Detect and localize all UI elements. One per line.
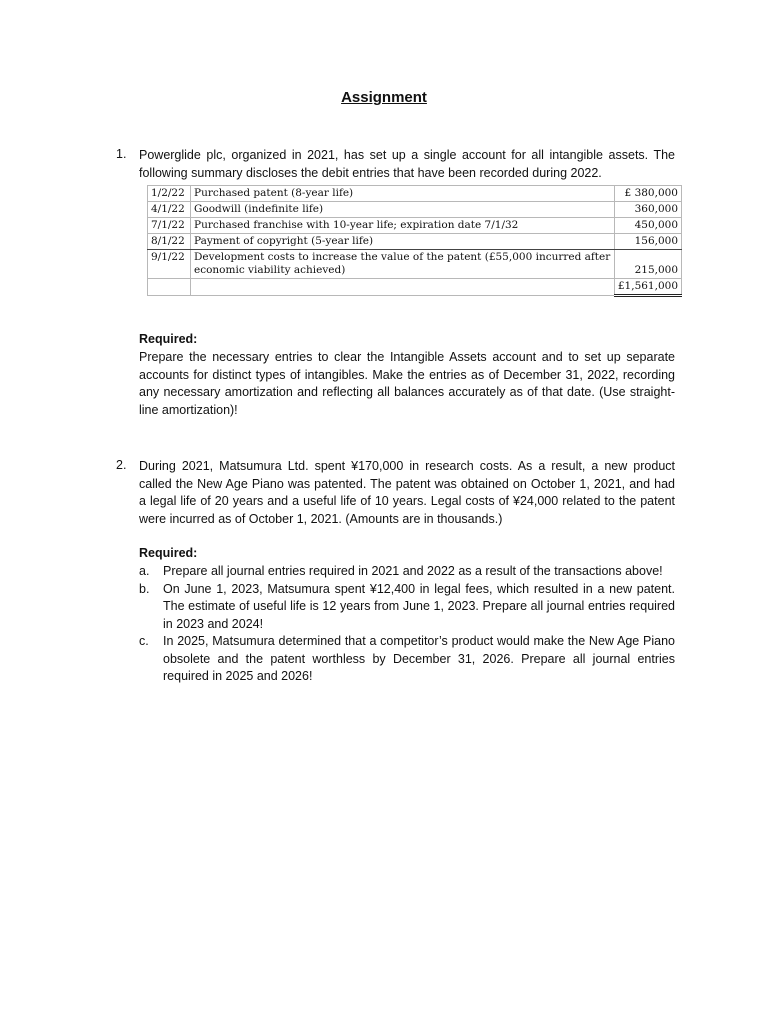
- empty-cell: [148, 279, 191, 296]
- table-row: [148, 218, 682, 234]
- list-text: In 2025, Matsumura determined that a competitor’s product would make the New Age Piano obsolete and the patent worthless by December 31, 2026. Prepare all journal entries required in 2025 and 2026!: [163, 634, 675, 683]
- row-amount: 450,000: [614, 218, 681, 234]
- table-total: £1,561,000: [614, 279, 681, 296]
- row-description: Payment of copyright (5-year life): [191, 234, 615, 250]
- row-date: 8/1/22: [148, 234, 191, 250]
- list-text: Prepare all journal entries required in 2021 and 2022 as a result of the transactions above!: [163, 564, 663, 578]
- list-item: [139, 633, 675, 686]
- question-2-required-list: [139, 563, 675, 686]
- row-amount: £ 380,000: [614, 186, 681, 202]
- intangibles-table: [147, 185, 682, 297]
- list-item: [139, 581, 675, 634]
- list-text: On June 1, 2023, Matsumura spent ¥12,400 in legal fees, which resulted in a new patent. The estimate of useful life is 12 years from June 1, 2023. Prepare all journal entries required in 2023 and 2024!: [163, 581, 675, 631]
- table-total-row: [148, 279, 682, 296]
- row-date: 7/1/22: [148, 218, 191, 234]
- row-amount: 360,000: [614, 202, 681, 218]
- question-2-number: 2.: [116, 458, 127, 472]
- question-2-required-label: Required:: [139, 546, 198, 560]
- row-amount: 156,000: [614, 234, 681, 250]
- row-description: Purchased franchise with 10-year life; expiration date 7/1/32: [191, 218, 615, 234]
- row-date: 4/1/22: [148, 202, 191, 218]
- list-marker: b.: [139, 581, 150, 596]
- table-row: [148, 202, 682, 218]
- list-marker: a.: [139, 564, 150, 578]
- table-row: [148, 250, 682, 279]
- question-1-required-label: Required:: [139, 332, 198, 346]
- row-date: 9/1/22: [148, 250, 191, 279]
- table-row: [148, 234, 682, 250]
- row-description: Goodwill (indefinite life): [191, 202, 615, 218]
- row-description: Purchased patent (8-year life): [191, 186, 615, 202]
- list-marker: c.: [139, 634, 149, 648]
- question-1-number: 1.: [116, 147, 127, 161]
- question-1-required-text: Prepare the necessary entries to clear the Intangible Assets account and to set up separate accounts for distinct types of intangibles. Make the entries as of December 31, 2022, recording any necessary amortization and reflecting all balances accurately as of that date. (Use straight-line amortization)!: [139, 350, 675, 417]
- row-date: 1/2/22: [148, 186, 191, 202]
- table-row: [148, 186, 682, 202]
- list-item: [139, 563, 675, 581]
- question-1-intro: Powerglide plc, organized in 2021, has set up a single account for all intangible assets. The following summary discloses the debit entries that have been recorded during 2022.: [139, 148, 675, 180]
- page-title: Assignment: [341, 89, 427, 106]
- empty-cell: [191, 279, 615, 296]
- row-description: Development costs to increase the value of the patent (£55,000 incurred after economic viability achieved): [191, 250, 615, 279]
- question-2-intro: During 2021, Matsumura Ltd. spent ¥170,000 in research costs. As a result, a new product called the New Age Piano was patented. The patent was obtained on October 1, 2021, and had a legal life of 20 years and a useful life of 10 years. Legal costs of ¥24,000 related to the patent were incurred as of October 1, 2021. (Amounts are in thousands.): [139, 459, 675, 526]
- row-amount: 215,000: [614, 250, 681, 279]
